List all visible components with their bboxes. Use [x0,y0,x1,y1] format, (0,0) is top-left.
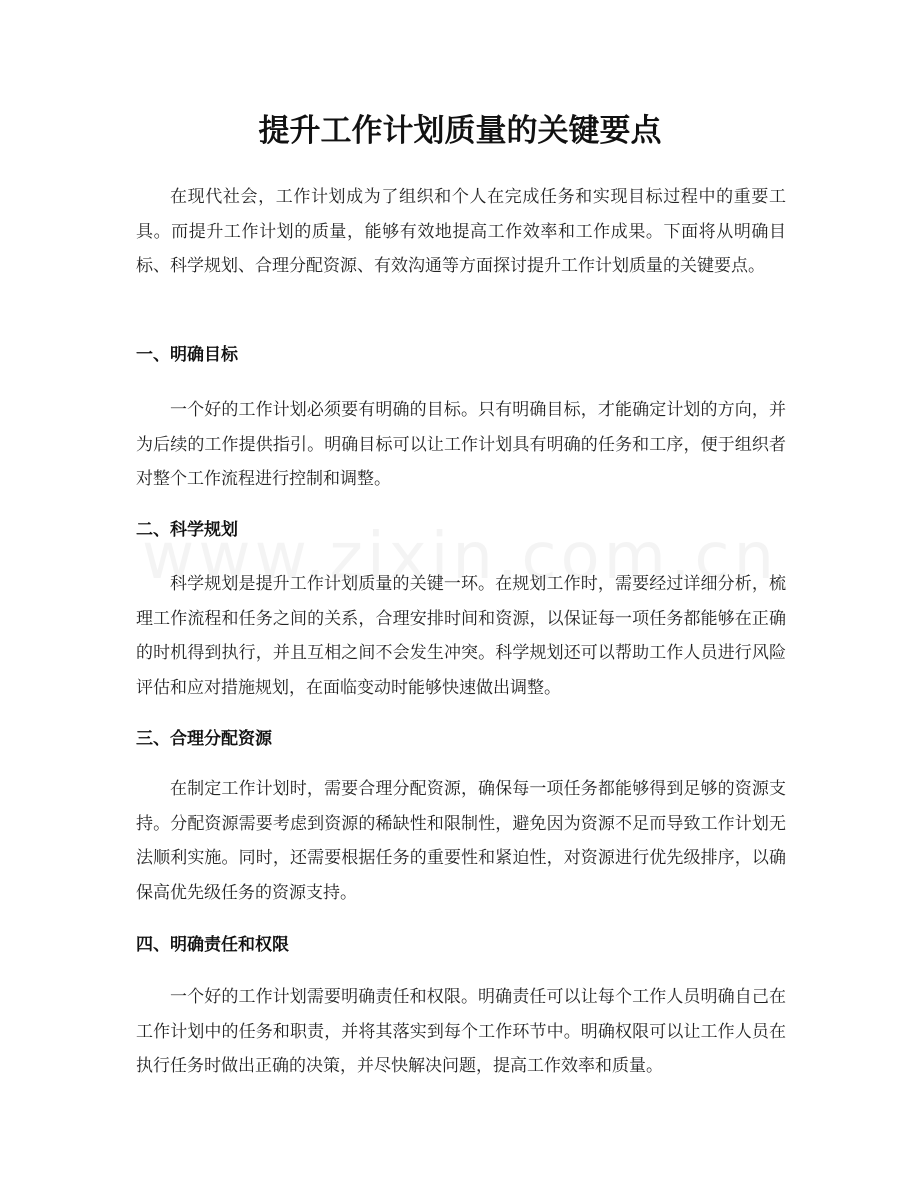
section-heading-2: 二、科学规划 [136,520,238,540]
section-body-1: 一个好的工作计划必须要有明确的目标。只有明确目标，才能确定计划的方向，并为后续的工作提供指引。明确目标可以让工作计划具有明确的任务和工序，便于组织者对整个工作流程进行控制和调整。 [136,400,786,489]
intro-paragraph: 在现代社会，工作计划成为了组织和个人在完成任务和实现目标过程中的重要工具。而提升工作计划的质量，能够有效地提高工作效率和工作成果。下面将从明确目标、科学规划、合理分配资源、有效沟通等方面探讨提升工作计划质量的关键要点。 [136,187,786,276]
section-body-2: 科学规划是提升工作计划质量的关键一环。在规划工作时，需要经过详细分析，梳理工作流程和任务之间的关系，合理安排时间和资源，以保证每一项任务都能够在正确的时机得到执行，并且互相之间不会发生冲突。科学规划还可以帮助工作人员进行风险评估和应对措施规划，在面临变动时能够快速做出调整。 [136,574,786,698]
document-title: 提升工作计划质量的关键要点 [258,113,662,149]
section-heading-3: 三、合理分配资源 [136,729,272,749]
section-body-4: 一个好的工作计划需要明确责任和权限。明确责任可以让每个工作人员明确自己在工作计划中的任务和职责，并将其落实到每个工作环节中。明确权限可以让工作人员在执行任务时做出正确的决策，并尽快解决问题，提高工作效率和质量。 [136,987,786,1076]
section-body-3: 在制定工作计划时，需要合理分配资源，确保每一项任务都能够得到足够的资源支持。分配资源需要考虑到资源的稀缺性和限制性，避免因为资源不足而导致工作计划无法顺利实施。同时，还需要根据任务的重要性和紧迫性，对资源进行优先级排序，以确保高优先级任务的资源支持。 [136,779,786,903]
section-heading-4: 四、明确责任和权限 [136,935,289,955]
section-heading-1: 一、明确目标 [136,345,238,365]
